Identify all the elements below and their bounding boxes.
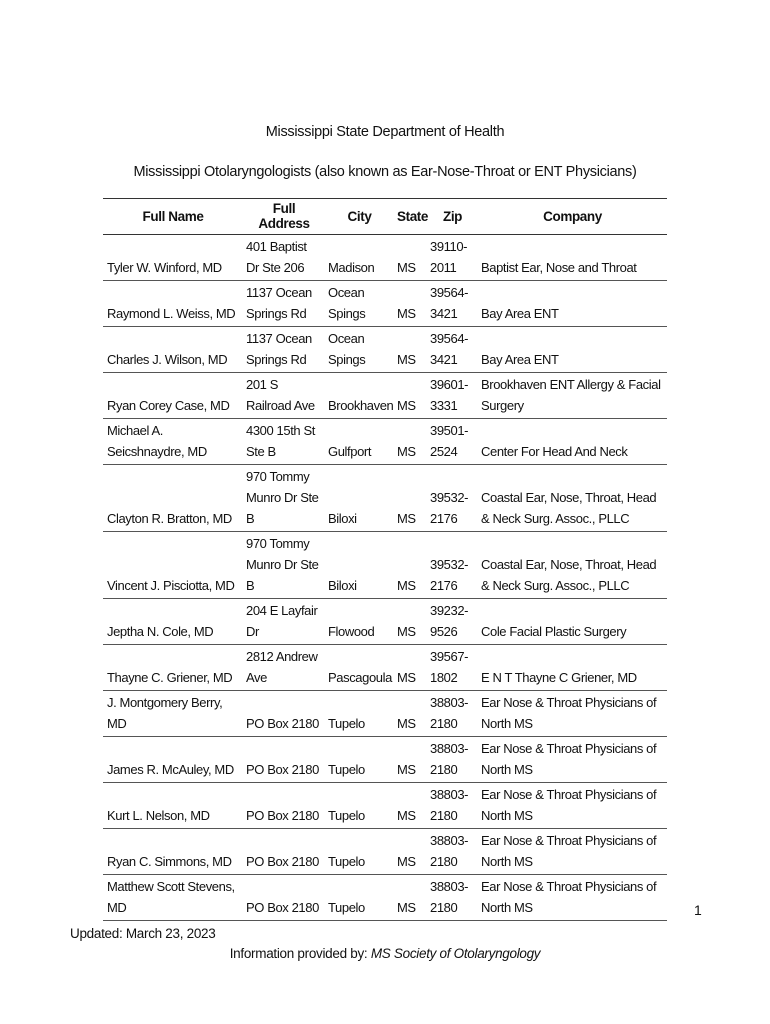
cell-zip: 39232-9526 — [427, 599, 478, 645]
cell-address: PO Box 2180 — [243, 875, 325, 921]
column-header-state: State — [394, 199, 427, 235]
cell-city: Tupelo — [325, 829, 394, 875]
table-row — [103, 783, 667, 829]
cell-city: Ocean Spings — [325, 327, 394, 373]
cell-name: James R. McAuley, MD — [103, 737, 243, 783]
table-row — [103, 691, 667, 737]
cell-name: Vincent J. Pisciotta, MD — [103, 532, 243, 599]
cell-company: Ear Nose & Throat Physicians of North MS — [478, 875, 667, 921]
cell-state: MS — [394, 645, 427, 691]
cell-company: Baptist Ear, Nose and Throat — [478, 235, 667, 281]
cell-name: Ryan Corey Case, MD — [103, 373, 243, 419]
cell-name: Jeptha N. Cole, MD — [103, 599, 243, 645]
table-row — [103, 419, 667, 465]
cell-zip: 39532-2176 — [427, 465, 478, 532]
table-row — [103, 875, 667, 921]
table-header-row — [103, 199, 667, 235]
cell-address: 401 Baptist Dr Ste 206 — [243, 235, 325, 281]
cell-company: Center For Head And Neck — [478, 419, 667, 465]
cell-city: Biloxi — [325, 465, 394, 532]
table-row — [103, 235, 667, 281]
cell-state: MS — [394, 373, 427, 419]
cell-address: 4300 15th St Ste B — [243, 419, 325, 465]
physicians-table — [103, 198, 667, 921]
cell-zip: 38803-2180 — [427, 737, 478, 783]
cell-zip: 38803-2180 — [427, 783, 478, 829]
table-row — [103, 465, 667, 532]
table-row — [103, 281, 667, 327]
page-subtitle: Mississippi Otolaryngologists (also known as Ear-Nose-Throat or ENT Physicians) — [133, 164, 637, 180]
info-prefix: Information provided by: — [229, 946, 368, 961]
cell-state: MS — [394, 599, 427, 645]
cell-address: PO Box 2180 — [243, 783, 325, 829]
cell-city: Gulfport — [325, 419, 394, 465]
cell-name: Ryan C. Simmons, MD — [103, 829, 243, 875]
cell-state: MS — [394, 281, 427, 327]
info-source-line — [0, 946, 770, 961]
cell-city: Pascagoula — [325, 645, 394, 691]
cell-zip: 39564-3421 — [427, 327, 478, 373]
cell-company: Ear Nose & Throat Physicians of North MS — [478, 691, 667, 737]
cell-zip: 39501-2524 — [427, 419, 478, 465]
cell-zip: 38803-2180 — [427, 875, 478, 921]
table-row — [103, 373, 667, 419]
column-header-address: Full Address — [243, 199, 325, 235]
updated-date: Updated: March 23, 2023 — [70, 926, 216, 941]
cell-city: Tupelo — [325, 783, 394, 829]
cell-address: 970 Tommy Munro Dr Ste B — [243, 465, 325, 532]
cell-zip: 38803-2180 — [427, 829, 478, 875]
cell-state: MS — [394, 829, 427, 875]
cell-company: Ear Nose & Throat Physicians of North MS — [478, 783, 667, 829]
cell-company: Coastal Ear, Nose, Throat, Head & Neck Surg. Assoc., PLLC — [478, 532, 667, 599]
cell-city: Madison — [325, 235, 394, 281]
cell-company: Ear Nose & Throat Physicians of North MS — [478, 829, 667, 875]
cell-zip: 38803-2180 — [427, 691, 478, 737]
cell-name: Tyler W. Winford, MD — [103, 235, 243, 281]
cell-state: MS — [394, 737, 427, 783]
cell-zip: 39532-2176 — [427, 532, 478, 599]
cell-zip: 39110-2011 — [427, 235, 478, 281]
cell-zip: 39601-3331 — [427, 373, 478, 419]
cell-state: MS — [394, 875, 427, 921]
cell-state: MS — [394, 783, 427, 829]
cell-name: Raymond L. Weiss, MD — [103, 281, 243, 327]
table-row — [103, 532, 667, 599]
cell-name: Michael A. Seicshnaydre, MD — [103, 419, 243, 465]
cell-city: Flowood — [325, 599, 394, 645]
page-number: 1 — [694, 902, 702, 918]
cell-city: Biloxi — [325, 532, 394, 599]
table-row — [103, 599, 667, 645]
cell-address: PO Box 2180 — [243, 829, 325, 875]
cell-city: Ocean Spings — [325, 281, 394, 327]
cell-company: Bay Area ENT — [478, 281, 667, 327]
table-row — [103, 327, 667, 373]
cell-address: PO Box 2180 — [243, 691, 325, 737]
column-header-zip: Zip — [427, 199, 478, 235]
table-row — [103, 829, 667, 875]
column-header-name: Full Name — [103, 199, 243, 235]
cell-city: Tupelo — [325, 875, 394, 921]
cell-name: Clayton R. Bratton, MD — [103, 465, 243, 532]
cell-address: 970 Tommy Munro Dr Ste B — [243, 532, 325, 599]
cell-address: 2812 Andrew Ave — [243, 645, 325, 691]
cell-state: MS — [394, 235, 427, 281]
cell-state: MS — [394, 327, 427, 373]
cell-zip: 39564-3421 — [427, 281, 478, 327]
cell-state: MS — [394, 691, 427, 737]
cell-company: Bay Area ENT — [478, 327, 667, 373]
cell-company: Cole Facial Plastic Surgery — [478, 599, 667, 645]
cell-name: Matthew Scott Stevens, MD — [103, 875, 243, 921]
cell-company: E N T Thayne C Griener, MD — [478, 645, 667, 691]
cell-name: J. Montgomery Berry, MD — [103, 691, 243, 737]
cell-state: MS — [394, 532, 427, 599]
cell-name: Thayne C. Griener, MD — [103, 645, 243, 691]
cell-city: Tupelo — [325, 691, 394, 737]
cell-address: PO Box 2180 — [243, 737, 325, 783]
cell-name: Charles J. Wilson, MD — [103, 327, 243, 373]
cell-address: 1137 Ocean Springs Rd — [243, 327, 325, 373]
cell-company: Ear Nose & Throat Physicians of North MS — [478, 737, 667, 783]
cell-city: Brookhaven — [325, 373, 394, 419]
table-row — [103, 645, 667, 691]
cell-address: 1137 Ocean Springs Rd — [243, 281, 325, 327]
cell-company: Coastal Ear, Nose, Throat, Head & Neck Surg. Assoc., PLLC — [478, 465, 667, 532]
cell-address: 204 E Layfair Dr — [243, 599, 325, 645]
cell-name: Kurt L. Nelson, MD — [103, 783, 243, 829]
cell-address: 201 S Railroad Ave — [243, 373, 325, 419]
cell-city: Tupelo — [325, 737, 394, 783]
cell-company: Brookhaven ENT Allergy & Facial Surgery — [478, 373, 667, 419]
cell-state: MS — [394, 419, 427, 465]
page-title: Mississippi State Department of Health — [265, 124, 505, 140]
cell-zip: 39567-1802 — [427, 645, 478, 691]
info-source: MS Society of Otolaryngology — [370, 946, 541, 961]
cell-state: MS — [394, 465, 427, 532]
column-header-company: Company — [478, 199, 667, 235]
table-row — [103, 737, 667, 783]
column-header-city: City — [325, 199, 394, 235]
